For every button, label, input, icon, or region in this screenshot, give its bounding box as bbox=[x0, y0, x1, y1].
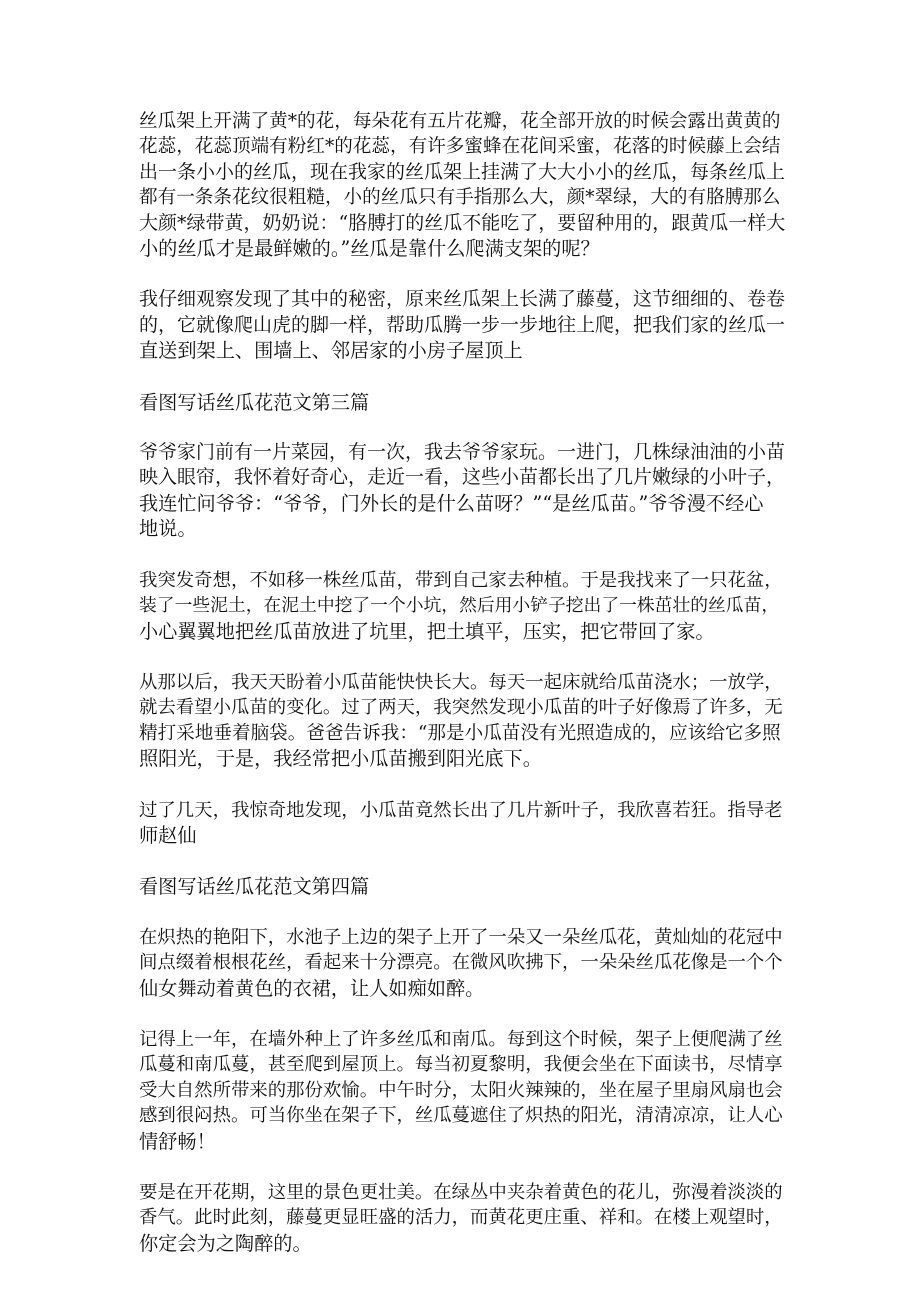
text-line: 出一条小小的丝瓜，现在我家的丝瓜架上挂满了大大小小的丝瓜，每条丝瓜上 bbox=[139, 160, 786, 183]
heading-text: 看图写话丝瓜花范文第三篇 bbox=[139, 390, 370, 414]
text-line: 感到很闷热。可当你坐在架子下，丝瓜蔓遮住了炽热的阳光，清清凉凉，让人心 bbox=[139, 1105, 783, 1127]
text-line: 仙女舞动着黄色的衣裙，让人如痴如醉。 bbox=[139, 976, 485, 1000]
text-line: 丝瓜架上开满了黄*的花，每朵花有五片花瓣，花全部开放的时候会露出黄黄的 bbox=[139, 111, 781, 132]
text-line: 照阳光，于是，我经常把小瓜苗搬到阳光底下。 bbox=[139, 747, 542, 771]
text-line: 我仔细观察发现了其中的秘密，原来丝瓜架上长满了藤蔓，这节细细的、卷卷 bbox=[139, 288, 786, 311]
text-line: 爷爷家门前有一片菜园，有一次，我去爷爷家玩。一进门，几株绿油油的小苗 bbox=[139, 441, 786, 464]
paragraph-6 bbox=[139, 798, 783, 849]
text-line: 小的丝瓜才是最鲜嫩的。”丝瓜是靠什么爬满支架的呢？ bbox=[139, 237, 600, 261]
text-line: 记得上一年，在墙外种上了许多丝瓜和南瓜。每到这个时候，架子上便爬满了丝 bbox=[139, 1028, 783, 1050]
text-line: 受大自然所带来的那份欢愉。中午时分，太阳火辣辣的，坐在屋子里扇风扇也会 bbox=[139, 1079, 783, 1101]
paragraph-1 bbox=[139, 109, 786, 261]
text-line: 的，它就像爬山虎的脚一样，帮助瓜腾一步一步地往上爬，把我们家的丝瓜一 bbox=[139, 313, 786, 336]
text-line: 情舒畅！ bbox=[139, 1129, 216, 1153]
text-line: 都有一条条花纹很粗糙，小的丝瓜只有手指那么大，颜*翠绿，大的有胳膊那么 bbox=[139, 187, 781, 209]
text-line: 装了一些泥土，在泥土中挖了一个小坑，然后用小铲子挖出了一株茁壮的丝瓜苗， bbox=[139, 595, 780, 617]
section-heading-3 bbox=[139, 390, 780, 415]
section-heading-4 bbox=[139, 874, 780, 899]
text-line: 瓜蔓和南瓜蔓，甚至爬到屋顶上。每当初夏黎明，我便会坐在下面读书，尽情享 bbox=[139, 1054, 783, 1076]
text-line: 映入眼帘，我怀着好奇心，走近一看，这些小苗都长出了几片嫩绿的小叶子， bbox=[139, 466, 786, 489]
text-line: 就去看望小瓜苗的变化。过了两天，我突然发现小瓜苗的叶子好像焉了许多，无 bbox=[139, 697, 783, 719]
text-line: 师赵仙 bbox=[139, 823, 197, 847]
text-line: 地说。 bbox=[139, 517, 197, 541]
text-line: 间点缀着根根花丝，看起来十分漂亮。在微风吹拂下，一朵朵丝瓜花像是一个个 bbox=[139, 952, 783, 974]
text-line: 小心翼翼地把丝瓜苗放进了坑里，把土填平，压实，把它带回了家。 bbox=[139, 619, 715, 643]
text-line: 过了几天，我惊奇地发现，小瓜苗竟然长出了几片新叶子，我欣喜若狂。指导老 bbox=[139, 799, 783, 821]
text-line: 要是在开花期，这里的景色更壮美。在绿丛中夹杂着黄色的花儿，弥漫着淡淡的 bbox=[139, 1182, 783, 1203]
paragraph-4 bbox=[139, 568, 783, 644]
paragraph-9 bbox=[139, 1180, 783, 1256]
paragraph-7 bbox=[139, 925, 783, 1001]
paragraph-8 bbox=[139, 1027, 783, 1154]
text-line: 花蕊，花蕊顶端有粉红*的花蕊，有许多蜜蜂在花间采蜜，花落的时候藤上会结 bbox=[139, 136, 781, 158]
text-line: 我突发奇想，不如移一株丝瓜苗，带到自己家去种植。于是我找来了一只花盆， bbox=[139, 569, 783, 591]
paragraph-5 bbox=[139, 670, 783, 772]
text-line: 从那以后，我天天盼着小瓜苗能快快长大。每天一起床就给瓜苗浇水；一放学， bbox=[139, 671, 783, 693]
paragraph-3 bbox=[139, 440, 786, 542]
text-line: 精打采地垂着脑袋。爸爸告诉我：“那是小瓜苗没有光照造成的，应该给它多照 bbox=[139, 722, 781, 744]
text-line: 在炽热的艳阳下，水池子上边的架子上开了一朵又一朵丝瓜花，黄灿灿的花冠中 bbox=[139, 926, 783, 948]
text-line: 你定会为之陶醉的。 bbox=[139, 1231, 312, 1255]
text-line: 直送到架上、围墙上、邻居家的小房子屋顶上 bbox=[139, 339, 523, 363]
text-line: 香气。此时此刻，藤蔓更显旺盛的活力，而黄花更庄重、祥和。在楼上观望时， bbox=[139, 1207, 783, 1229]
paragraph-2 bbox=[139, 287, 786, 363]
heading-text: 看图写话丝瓜花范文第四篇 bbox=[139, 875, 370, 899]
text-line: 我连忙问爷爷：“爷爷，门外长的是什么苗呀？”“是丝瓜苗。”爷爷漫不经心 bbox=[139, 491, 764, 515]
text-line: 大颜*绿带黄，奶奶说：“胳膊打的丝瓜不能吃了，要留种用的，跟黄瓜一样大 bbox=[139, 211, 786, 234]
